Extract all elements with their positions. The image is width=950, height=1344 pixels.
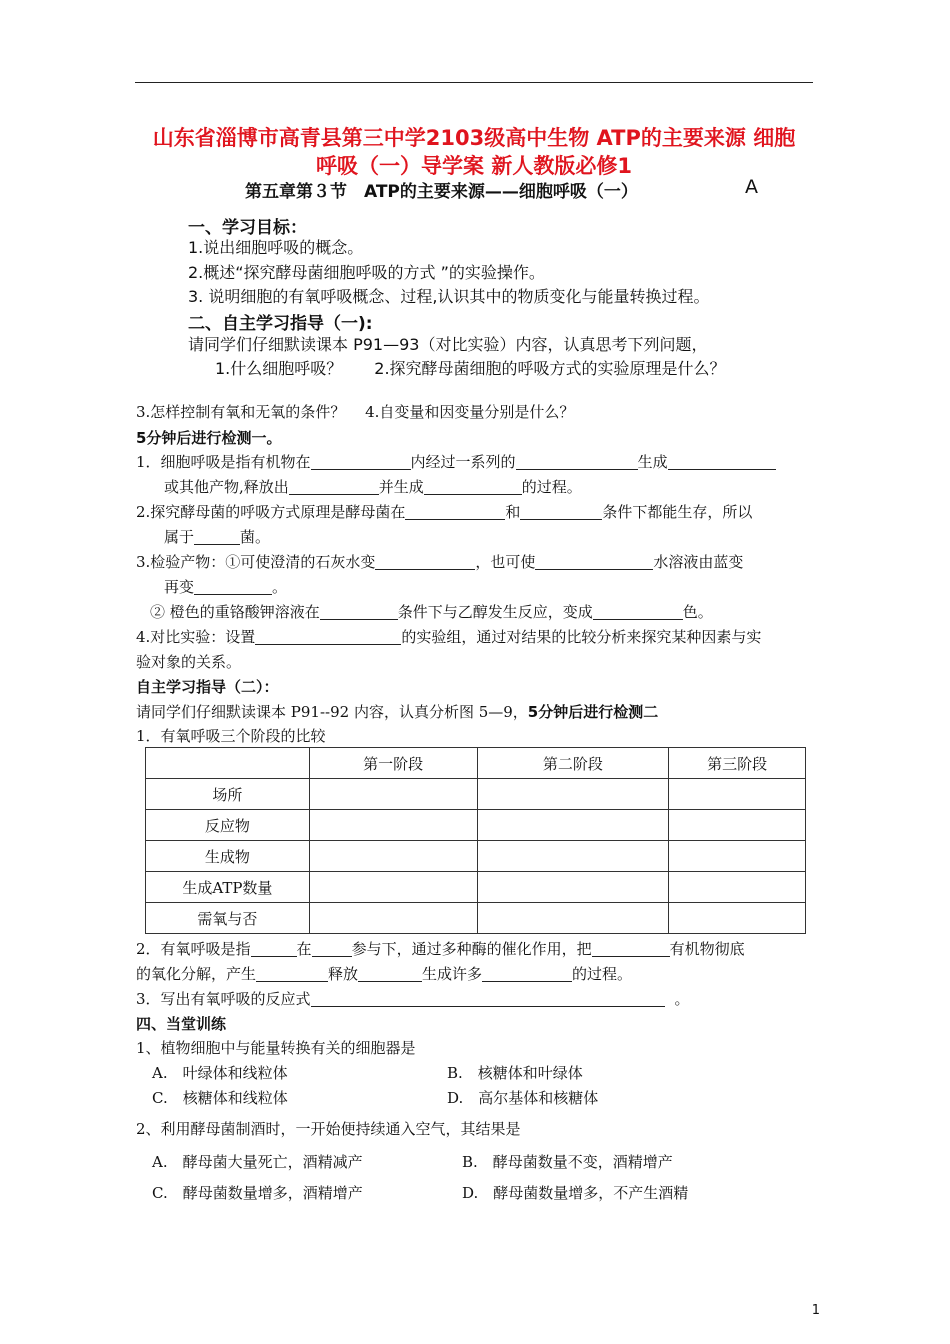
table-header-row	[146, 748, 806, 779]
q2-option-c: C. 酵母菌数量增多，酒精增产	[152, 1184, 363, 1202]
fill-blank	[592, 940, 670, 957]
check1-item2-line2: 属于 菌。	[164, 528, 271, 546]
empty-cell	[669, 779, 806, 810]
q1-option-c: C. 核糖体和线粒体	[152, 1089, 288, 1107]
table-row	[146, 872, 806, 903]
guide1-questions-3-4: 3.怎样控制有氧和无氧的条件？ 4.自变量和因变量分别是什么？	[136, 403, 575, 421]
top-rule	[135, 82, 813, 83]
fill-blank	[255, 628, 401, 645]
fill-blank	[194, 578, 272, 595]
empty-cell	[477, 810, 669, 841]
empty-cell	[669, 810, 806, 841]
check1-title: 5分钟后进行检测一。	[136, 429, 282, 447]
fill-blank	[482, 965, 572, 982]
guide1-intro: 请同学们仔细默读课本 P91—93（对比实验）内容，认真思考下列问题，	[188, 335, 708, 354]
fill-blank	[535, 553, 653, 570]
row-label: 需氧与否	[146, 903, 310, 934]
table-header-cell: 第二阶段	[477, 748, 669, 779]
guide2-intro: 请同学们仔细默读课本 P91--92 内容，认真分析图 5—9，5分钟后进行检测二	[136, 703, 659, 721]
empty-cell	[309, 810, 477, 841]
check1-item3-line3: ② 橙色的重铬酸钾溶液在 条件下与乙醇发生反应，变成 色。	[150, 603, 713, 621]
check1-item2-line1: 2.探究酵母菌的呼吸方式原理是酵母菌在 和 条件下都能生存，所以	[136, 503, 753, 521]
row-label: 反应物	[146, 810, 310, 841]
doc-title-line2: 呼吸（一）导学案 新人教版必修1	[316, 154, 632, 178]
check1-item4-line1: 4.对比实验：设置 的实验组，通过对结果的比较分析来探究某种因素与实	[136, 628, 762, 646]
row-label: 生成ATP数量	[146, 872, 310, 903]
fill-blank	[311, 990, 665, 1007]
fill-blank	[311, 453, 411, 470]
empty-cell	[309, 779, 477, 810]
chapter-mark: A	[745, 176, 758, 198]
check1-item4-line2: 验对象的关系。	[136, 653, 242, 671]
guide1-title: 二、自主学习指导（一):	[188, 314, 373, 334]
empty-cell	[669, 903, 806, 934]
table-row	[146, 810, 806, 841]
empty-cell	[477, 872, 669, 903]
empty-cell	[669, 841, 806, 872]
fill-blank	[320, 603, 398, 620]
q2-option-b: B. 酵母菌数量不变，酒精增产	[462, 1153, 673, 1171]
fill-blank	[312, 940, 352, 957]
check2-item2-line1: 2．有氧呼吸是指 在 参与下，通过多种酶的催化作用，把 有机物彻底	[136, 940, 745, 958]
table-row	[146, 779, 806, 810]
practice-title: 四、当堂训练	[136, 1015, 227, 1033]
q1-option-b: B. 核糖体和叶绿体	[447, 1064, 583, 1082]
q1-option-d: D. 高尔基体和核糖体	[447, 1089, 599, 1107]
chapter-heading: 第五章第３节 ATP的主要来源——细胞呼吸（一）	[245, 182, 638, 202]
table-caption: 1．有氧呼吸三个阶段的比较	[136, 727, 326, 745]
practice-q1: 1、植物细胞中与能量转换有关的细胞器是	[136, 1039, 416, 1057]
fill-blank	[516, 453, 638, 470]
guide2-title: 自主学习指导（二）：	[136, 678, 279, 696]
empty-cell	[477, 841, 669, 872]
objective-item: 2.概述“探究酵母菌细胞呼吸的方式 ”的实验操作。	[188, 263, 545, 282]
check1-item3-line1: 3.检验产物：①可使澄清的石灰水变 ，也可使 水溶液由蓝变	[136, 553, 744, 571]
objective-item: 3. 说明细胞的有氧呼吸概念、过程,认识其中的物质变化与能量转换过程。	[188, 287, 710, 306]
check2-item2-line2: 的氧化分解，产生 释放 生成许多 的过程。	[136, 965, 633, 983]
table-row	[146, 903, 806, 934]
fill-blank	[194, 528, 240, 545]
check1-item3-line2: 再变 。	[164, 578, 288, 596]
check2-item3: 3．写出有氧呼吸的反应式 。	[136, 990, 690, 1008]
fill-blank	[375, 553, 475, 570]
q2-option-a: A. 酵母菌大量死亡，酒精减产	[152, 1153, 363, 1171]
table-header-cell: 第三阶段	[669, 748, 806, 779]
empty-cell	[477, 779, 669, 810]
guide1-questions-1-2: 1.什么细胞呼吸？ 2.探究酵母菌细胞的呼吸方式的实验原理是什么？	[215, 359, 726, 378]
check1-item1-line1: 1．细胞呼吸是指有机物在 内经过一系列的 生成	[136, 451, 776, 472]
fill-blank	[256, 965, 328, 982]
fill-blank	[289, 478, 379, 495]
empty-cell	[309, 872, 477, 903]
empty-cell	[477, 903, 669, 934]
doc-title-line1: 山东省淄博市高青县第三中学2103级高中生物 ATP的主要来源 细胞	[152, 126, 796, 150]
check1-item1-line2: 或其他产物,释放出 并生成 的过程。	[164, 478, 582, 496]
q1-option-a: A. 叶绿体和线粒体	[152, 1064, 288, 1082]
empty-cell	[669, 872, 806, 903]
q2-option-d: D. 酵母菌数量增多，不产生酒精	[462, 1184, 689, 1202]
fill-blank	[251, 940, 297, 957]
practice-q2: 2、利用酵母菌制酒时，一开始便持续通入空气，其结果是	[136, 1120, 521, 1138]
fill-blank	[424, 478, 522, 495]
empty-cell	[309, 841, 477, 872]
empty-cell	[309, 903, 477, 934]
table-header-cell	[146, 748, 310, 779]
objectives-title: 一、学习目标：	[188, 218, 307, 238]
fill-blank	[593, 603, 683, 620]
page-number: 1	[811, 1303, 820, 1318]
fill-blank	[668, 453, 776, 470]
objective-item: 1.说出细胞呼吸的概念。	[188, 238, 364, 257]
table-header-cell: 第一阶段	[309, 748, 477, 779]
row-label: 场所	[146, 779, 310, 810]
aerobic-stages-table	[145, 747, 806, 934]
fill-blank	[520, 503, 602, 520]
row-label: 生成物	[146, 841, 310, 872]
fill-blank	[405, 503, 505, 520]
table-row	[146, 841, 806, 872]
fill-blank	[358, 965, 422, 982]
